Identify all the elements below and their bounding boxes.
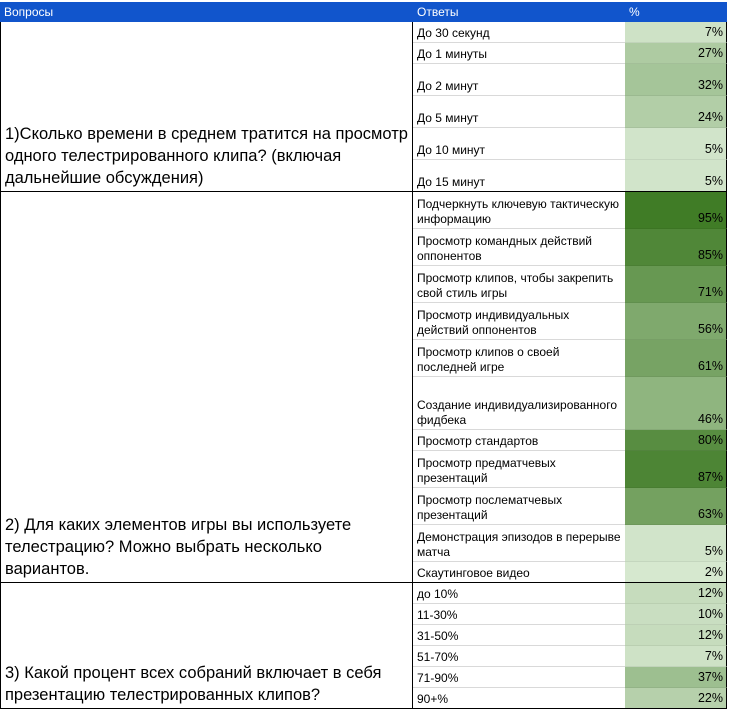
answer-cell: 31-50%: [413, 625, 625, 646]
answer-cell: Скаутинговое видео: [413, 562, 625, 583]
percent-cell: 22%: [625, 688, 727, 709]
percent-cell: 2%: [625, 562, 727, 583]
percent-cell: 10%: [625, 604, 727, 625]
percent-cell: 87%: [625, 451, 727, 488]
question-cell: 3) Какой процент всех собраний включает в себя презентацию телестрированных клипов?: [0, 583, 413, 709]
answer-cell: Подчеркнуть ключевую тактическую информацию: [413, 192, 625, 229]
question-cell: 2) Для каких элементов игры вы используете телестрацию? Можно выбрать несколько вариантов.: [0, 192, 413, 583]
percent-cell: 24%: [625, 96, 727, 128]
percent-cell: 71%: [625, 266, 727, 303]
answer-cell: 11-30%: [413, 604, 625, 625]
percent-cell: 5%: [625, 128, 727, 160]
answer-cell: До 15 минут: [413, 160, 625, 192]
percent-cell: 85%: [625, 229, 727, 266]
percent-cell: 56%: [625, 303, 727, 340]
answer-cell: До 2 минут: [413, 64, 625, 96]
percent-cell: 95%: [625, 192, 727, 229]
answer-cell: 90+%: [413, 688, 625, 709]
answer-cell: Просмотр клипов, чтобы закрепить свой стиль игры: [413, 266, 625, 303]
answer-cell: Просмотр индивидуальных действий оппонентов: [413, 303, 625, 340]
percent-cell: 80%: [625, 430, 727, 451]
answer-cell: До 5 минут: [413, 96, 625, 128]
answer-cell: До 10 минут: [413, 128, 625, 160]
percent-cell: 7%: [625, 22, 727, 43]
percent-cell: 32%: [625, 64, 727, 96]
answer-cell: до 10%: [413, 583, 625, 604]
percent-cell: 37%: [625, 667, 727, 688]
answer-cell: Просмотр стандартов: [413, 430, 625, 451]
percent-cell: 46%: [625, 377, 727, 430]
answer-cell: Просмотр клипов о своей последней игре: [413, 340, 625, 377]
header-questions: Вопросы: [0, 2, 413, 22]
answer-cell: Создание индивидуализированного фидбека: [413, 377, 625, 430]
question-cell: 1)Сколько времени в среднем тратится на просмотр одного телестрированного клипа? (включая дальнейшие обсуждения): [0, 22, 413, 192]
header-percent: %: [625, 2, 727, 22]
answer-cell: Просмотр командных действий оппонентов: [413, 229, 625, 266]
percent-cell: 12%: [625, 583, 727, 604]
answer-cell: Демонстрация эпизодов в перерыве матча: [413, 525, 625, 562]
percent-cell: 63%: [625, 488, 727, 525]
answer-cell: До 1 минуты: [413, 43, 625, 64]
answer-cell: Просмотр предматчевых презентаций: [413, 451, 625, 488]
percent-cell: 5%: [625, 525, 727, 562]
header-answers: Ответы: [413, 2, 625, 22]
percent-cell: 27%: [625, 43, 727, 64]
answer-cell: Просмотр послематчевых презентаций: [413, 488, 625, 525]
answer-cell: До 30 секунд: [413, 22, 625, 43]
percent-cell: 5%: [625, 160, 727, 192]
answer-cell: 51-70%: [413, 646, 625, 667]
percent-cell: 61%: [625, 340, 727, 377]
percent-cell: 7%: [625, 646, 727, 667]
answer-cell: 71-90%: [413, 667, 625, 688]
percent-cell: 12%: [625, 625, 727, 646]
